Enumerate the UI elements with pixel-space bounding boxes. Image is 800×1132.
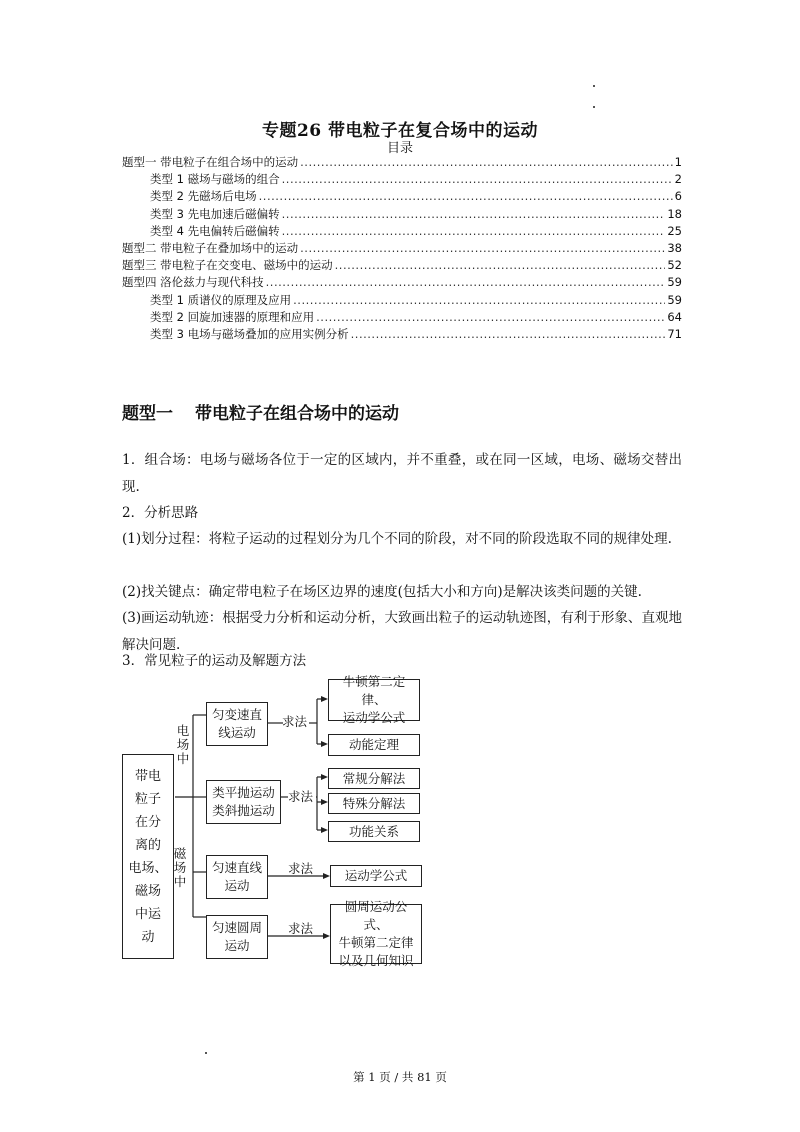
root-line: 带电 (134, 768, 161, 784)
table-of-contents (122, 154, 682, 343)
toc-leader (316, 310, 665, 324)
root-line: 在分 (134, 814, 161, 830)
root-line: 动 (141, 929, 155, 945)
toc-leader (282, 224, 666, 238)
box-line: 匀速直线 (211, 860, 262, 875)
toc-leader (282, 172, 673, 186)
circular-method-box (330, 899, 422, 968)
box-line: 牛顿第二定律、 (342, 674, 406, 707)
toc-entry[interactable] (122, 309, 682, 326)
paragraph-composite-field: 1．组合场：电场与磁场各位于一定的区域内，并不重叠，或在同一区域，电场、磁场交替出现. (122, 452, 682, 495)
toc-entry[interactable] (122, 188, 682, 205)
toc-entry-label: 类型 1 磁场与磁场的组合 (150, 172, 280, 187)
toc-leader (293, 293, 665, 307)
toc-leader (335, 258, 666, 272)
section-heading-title: 带电粒子在组合场中的运动 (195, 404, 399, 424)
box-line: 线运动 (218, 725, 256, 740)
toc-entry-page: 64 (667, 309, 682, 324)
uniform-circular-box (206, 915, 268, 959)
root-line: 电场、 (128, 860, 168, 876)
uniform-accel-box (206, 702, 268, 746)
box-line: 运动 (224, 938, 250, 953)
toc-heading: 目录 (386, 141, 413, 156)
box-line: 运动学公式 (342, 710, 406, 725)
toc-entry[interactable] (122, 223, 682, 240)
box-line: 匀变速直 (211, 707, 262, 722)
uniform-linear-box (206, 855, 268, 899)
decorative-dot (593, 85, 595, 87)
toc-entry-page: 1 (674, 155, 682, 169)
toc-entry-label: 类型 1 质谱仪的原理及应用 (150, 292, 292, 307)
toc-entry-label: 题型三 带电粒子在交变电、磁场中的运动 (122, 258, 333, 273)
section-heading-prefix: 题型一 (122, 404, 173, 424)
magnetic-field-label: 磁场中 (173, 846, 187, 889)
toc-entry-page: 59 (667, 292, 682, 307)
toc-entry-label: 类型 2 先磁场后电场 (150, 189, 257, 204)
decorative-dot (593, 106, 595, 108)
regular-decomposition-box: 常规分解法 (328, 768, 420, 789)
box-line: 圆周运动公式、 (344, 899, 408, 932)
page-footer: 第 1 页 / 共 81 页 (353, 1070, 447, 1084)
toc-leader (282, 207, 666, 221)
toc-entry-label: 类型 3 电场与磁场叠加的应用实例分析 (150, 326, 349, 341)
toc-entry-label: 类型 3 先电加速后磁偏转 (150, 206, 280, 221)
toc-entry-page: 52 (667, 258, 682, 273)
toc-entry-page: 2 (674, 172, 682, 187)
document-title: 专题26 带电粒子在复合场中的运动 (261, 121, 539, 141)
box-line: 运动 (224, 878, 250, 893)
projectile-motion-box (206, 780, 281, 824)
toc-entry[interactable] (122, 326, 682, 343)
paragraph-analysis-approach: 2．分析思路 (122, 505, 199, 521)
toc-entry-page: 59 (667, 275, 682, 290)
newton-kinematics-box (328, 674, 420, 725)
toc-entry-page: 71 (667, 326, 682, 341)
box-line: 类平抛运动 (212, 785, 275, 800)
paragraph-common-motions: 3．常见粒子的运动及解题方法 (122, 653, 307, 669)
toc-entry-label: 类型 4 先电偏转后磁偏转 (150, 223, 280, 238)
section-heading (122, 399, 399, 424)
special-decomposition-box: 特殊分解法 (328, 793, 420, 814)
kinematics-box: 运动学公式 (330, 865, 422, 887)
toc-entry[interactable] (122, 240, 682, 257)
toc-entry-page: 25 (667, 223, 682, 238)
motion-method-diagram (118, 672, 438, 968)
toc-entry[interactable] (122, 257, 682, 274)
toc-entry-page: 38 (667, 240, 682, 255)
paragraph-key-points: (2)找关键点：确定带电粒子在场区边界的速度(包括大小和方向)是解决该类问题的关键. (122, 584, 642, 600)
toc-leader (259, 189, 673, 203)
decorative-dot (205, 1052, 207, 1054)
box-line: 类斜抛运动 (212, 803, 275, 818)
paragraph-draw-trajectory: (3)画运动轨迹：根据受力分析和运动分析，大致画出粒子的运动轨迹图，有利于形象、直观地解决问题. (122, 610, 682, 653)
paragraph-divide-process: (1)划分过程：将粒子运动的过程划分为几个不同的阶段，对不同的阶段选取不同的规律处理. (122, 531, 672, 547)
toc-entry-label: 题型四 洛伦兹力与现代科技 (122, 275, 264, 290)
method-label: 求法 (288, 861, 314, 876)
toc-leader (300, 155, 673, 169)
toc-leader (300, 241, 665, 255)
box-line: 匀速圆周 (211, 920, 262, 935)
energy-theorem-box: 动能定理 (328, 734, 420, 756)
electric-field-label: 电场中 (176, 723, 190, 766)
method-label: 求法 (288, 789, 314, 804)
box-line: 牛顿第二定律 (338, 935, 414, 950)
toc-entry-label: 题型二 带电粒子在叠加场中的运动 (122, 240, 299, 255)
root-line: 离的 (134, 837, 161, 853)
method-label: 求法 (288, 921, 314, 936)
root-line: 磁场 (134, 883, 161, 899)
toc-entry-page: 6 (674, 189, 682, 204)
toc-entry-page: 18 (667, 206, 682, 221)
toc-entry[interactable] (122, 171, 682, 188)
diagram-root-box (122, 754, 174, 959)
toc-entry-label: 类型 2 回旋加速器的原理和应用 (150, 309, 315, 324)
toc-entry[interactable] (122, 292, 682, 309)
toc-leader (351, 327, 666, 341)
toc-entry[interactable] (122, 274, 682, 291)
toc-leader (266, 275, 666, 289)
root-line: 中运 (134, 906, 161, 922)
toc-entry-label: 题型一 带电粒子在组合场中的运动 (122, 155, 299, 169)
method-label: 求法 (282, 714, 308, 729)
root-line: 粒子 (134, 791, 161, 807)
toc-entry[interactable] (122, 154, 682, 171)
work-energy-box: 功能关系 (328, 821, 420, 842)
box-line: 以及几何知识 (338, 953, 414, 968)
toc-entry[interactable] (122, 206, 682, 223)
